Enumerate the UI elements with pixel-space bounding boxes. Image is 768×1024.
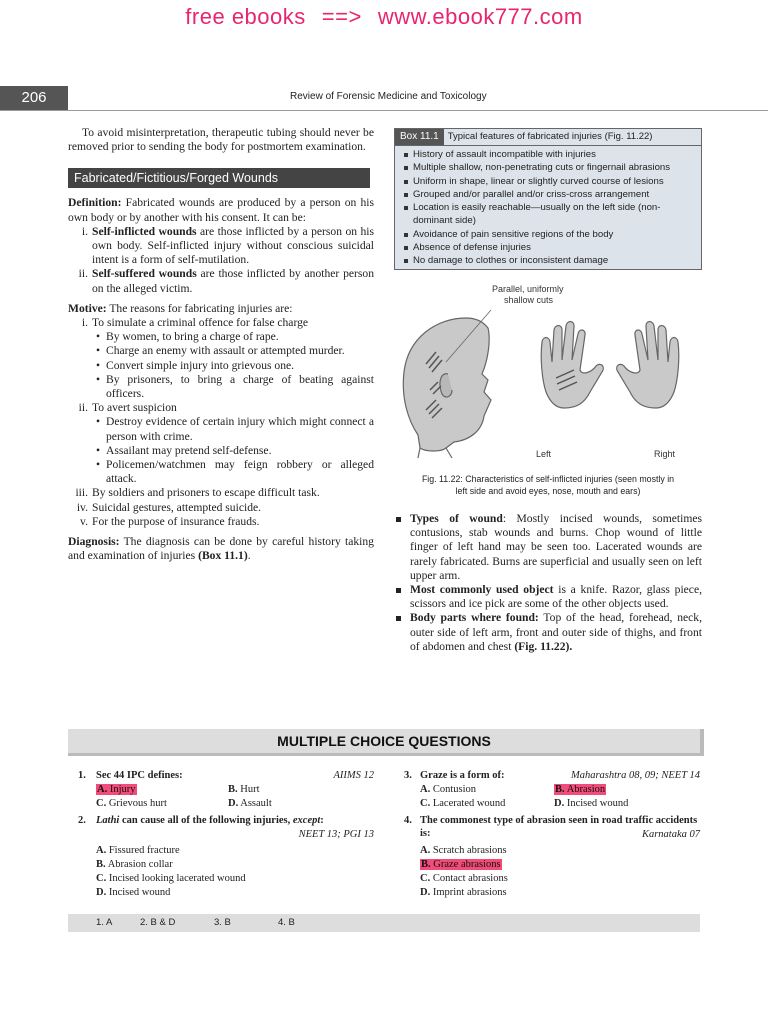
question-source: NEET 13; PGI 13 (298, 829, 374, 840)
ebook-banner[interactable] (0, 4, 768, 30)
list-item: • Policemen/watchmen may feign robbery or alleged attack. (68, 458, 374, 486)
definition-paragraph (68, 196, 374, 224)
figure-caption (394, 473, 702, 497)
question-4 (404, 815, 700, 903)
diagnosis-paragraph (68, 535, 374, 563)
question-number: 1. (78, 770, 86, 781)
list-item: i. Self-inflicted wounds are those inflicted by a person on his own body. Self-inflicted injury without conscious suicidal intent is a form of self-mutilation. (81, 224, 374, 267)
self-inflicted-injury-figure (396, 280, 700, 460)
definition-label: Definition: (68, 196, 122, 210)
question-text: Lathi can cause all of the following injuries, except: (96, 815, 324, 826)
question-1 (78, 770, 374, 810)
list-item: ii. To avert suspicion (78, 401, 177, 415)
page-header (0, 86, 768, 111)
list-item: ii. Self-suffered wounds are those inflicted by another person on the alleged victim. (78, 267, 374, 295)
option-d[interactable]: D. Incised wound (554, 798, 629, 809)
box-header (395, 129, 701, 146)
box-label: Box 11.1 (395, 129, 444, 145)
diagnosis-label: Diagnosis: (68, 535, 120, 549)
question-number: 2. (78, 815, 86, 826)
figure-label-left: Left (536, 449, 552, 459)
question-number: 4. (404, 815, 412, 826)
motive-list (68, 316, 374, 330)
definition-text: Fabricated wounds are produced by a person on his own body or by another with his consent. It can be: (68, 196, 375, 224)
motive-text: The reasons for fabricating injuries are: (109, 301, 293, 315)
option-d[interactable]: D. Assault (228, 798, 272, 809)
question-2 (78, 815, 374, 903)
list-item: No damage to clothes or inconsistent damage (395, 254, 701, 267)
question-number: 3. (404, 770, 412, 781)
question-source: AIIMS 12 (333, 770, 374, 781)
diagnosis-ref: (Box 11.1) (198, 549, 248, 563)
question-3 (404, 770, 700, 810)
list-item: i. To simulate a criminal offence for false charge (81, 316, 309, 330)
left-column (68, 126, 374, 563)
list-item: Most commonly used object is a knife. Razor, glass piece, scissors and ice pick are some of the other objects used. (394, 583, 702, 611)
running-title: Review of Forensic Medicine and Toxicology (290, 91, 487, 102)
motive-i-bullets (68, 330, 374, 401)
list-item: Avoidance of pain sensitive regions of the body (395, 228, 701, 241)
question-text: Graze is a form of: (420, 770, 505, 781)
feature-box (394, 128, 702, 270)
list-item: iii. By soldiers and prisoners to escape difficult task. (75, 486, 320, 500)
option-a[interactable]: A. Scratch abrasions (420, 845, 507, 856)
list-item: Absence of defense injuries (395, 241, 701, 254)
figure-callout-1: Parallel, uniformly (492, 284, 564, 294)
option-b[interactable]: B. Abrasion collar (96, 859, 173, 870)
option-c[interactable]: C. Grievous hurt (96, 798, 167, 809)
page-number: 206 (0, 86, 68, 110)
list-item: • Destroy evidence of certain injury which might connect a person with crime. (68, 415, 374, 443)
list-item: History of assault incompatible with injuries (395, 148, 701, 161)
diagnosis-text: The diagnosis can be done by careful history taking and examination of injuries (68, 535, 374, 563)
figure-label-right: Right (654, 449, 676, 459)
option-b[interactable]: B. Hurt (228, 784, 260, 795)
answer-1: 1. A (96, 917, 113, 928)
answer-3: 3. B (214, 917, 231, 928)
list-item: Types of wound: Mostly incised wounds, sometimes contusions, stab wounds and burns. Chop wound of little finger of left hand may be seen too. Lacerated wounds are rarely fabricated. Burns are superficial and usually seen on left upper arm. (394, 512, 702, 583)
list-item: • Charge an enemy with assault or attempted murder. (68, 344, 374, 358)
option-c[interactable]: C. Incised looking lacerated wound (96, 873, 246, 884)
box-title: Typical features of fabricated injuries (Fig. 11.22) (447, 131, 653, 142)
wound-facts-list (394, 512, 702, 654)
definition-list (68, 225, 374, 296)
list-item: iv. Suicidal gestures, attempted suicide. (76, 500, 262, 514)
diagnosis-end: . (247, 549, 251, 563)
right-column-text (394, 512, 702, 654)
mcq-heading: MULTIPLE CHOICE QUESTIONS (68, 729, 704, 756)
caption-line-2: left side and avoid eyes, nose, mouth and ears) (455, 486, 641, 496)
question-source: Maharashtra 08, 09; NEET 14 (570, 770, 700, 781)
list-item: • By women, to bring a charge of rape. (68, 330, 374, 344)
list-item: • Convert simple injury into grievous one. (68, 359, 374, 373)
question-text: Sec 44 IPC defines: (96, 770, 183, 781)
option-a[interactable]: A. Injury (97, 784, 136, 795)
figure-callout-2: shallow cuts (504, 295, 554, 305)
answer-key (68, 914, 700, 932)
intro-paragraph: To avoid misinterpretation, therapeutic tubing should never be removed prior to sending the body for postmortem examination. (68, 126, 374, 154)
motive-list-ii (68, 401, 374, 415)
answer-4: 4. B (278, 917, 295, 928)
list-item: • Assailant may pretend self-defense. (68, 444, 374, 458)
question-text: The commonest type of abrasion seen in road traffic accidents is: (420, 815, 698, 839)
option-d[interactable]: D. Imprint abrasions (420, 887, 507, 898)
section-heading: Fabricated/Fictitious/Forged Wounds (68, 168, 370, 188)
option-a[interactable]: A. Contusion (420, 784, 477, 795)
list-item: Location is easily reachable—usually on the left side (non-dominant side) (395, 201, 701, 228)
list-item: Grouped and/or parallel and/or criss-cross arrangement (395, 188, 701, 201)
option-d[interactable]: D. Incised wound (96, 887, 171, 898)
list-item: Multiple shallow, non-penetrating cuts or fingernail abrasions (395, 161, 701, 174)
list-item: Uniform in shape, linear or slightly curved course of lesions (395, 175, 701, 188)
option-c[interactable]: C. Lacerated wound (420, 798, 506, 809)
motive-paragraph (68, 302, 374, 316)
list-item: v. For the purpose of insurance frauds. (80, 514, 260, 528)
banner-text-1: free ebooks (185, 4, 306, 29)
list-item: Body parts where found: Top of the head, forehead, neck, outer side of left arm, front and outer side of thighs, and front of abdomen and chest (Fig. 11.22). (394, 611, 702, 654)
motive-list-rest (68, 486, 374, 529)
option-b[interactable]: B. Graze abrasions (421, 859, 501, 870)
box-list (395, 148, 701, 268)
caption-line-1: Fig. 11.22: Characteristics of self-inflicted injuries (seen mostly in (421, 474, 675, 484)
banner-arrow: ==> (321, 4, 362, 29)
answer-2: 2. B & D (140, 917, 176, 928)
question-source: Karnataka 07 (641, 829, 700, 840)
motive-label: Motive: (68, 301, 107, 315)
option-c[interactable]: C. Contact abrasions (420, 873, 508, 884)
banner-url[interactable]: www.ebook777.com (377, 4, 583, 29)
motive-ii-bullets (68, 415, 374, 486)
option-b[interactable]: B. Abrasion (555, 784, 606, 795)
option-a[interactable]: A. Fissured fracture (96, 845, 180, 856)
list-item: • By prisoners, to bring a charge of beating against officers. (68, 373, 374, 401)
